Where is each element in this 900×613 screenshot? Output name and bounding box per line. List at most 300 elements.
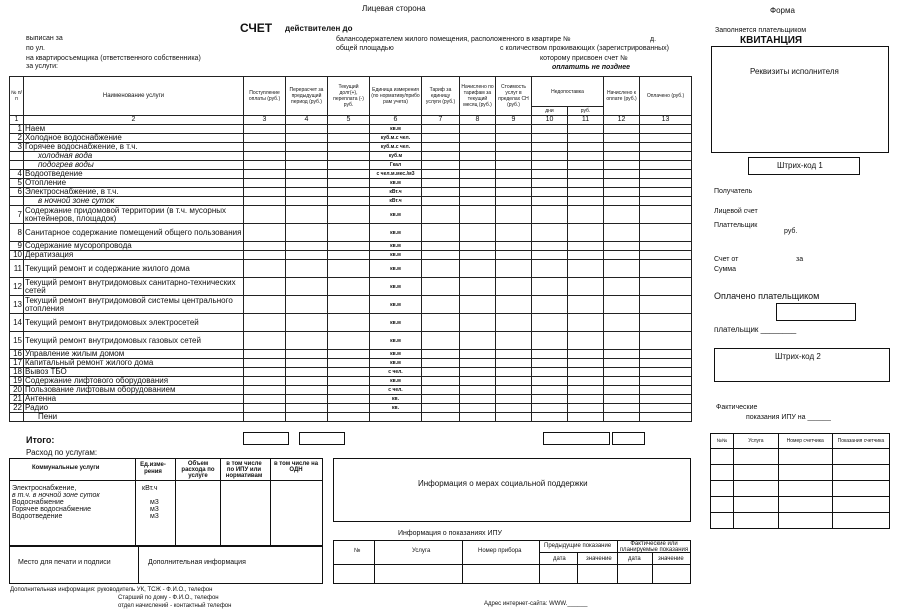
row-cell	[604, 134, 640, 143]
row-unit: кв.м	[370, 251, 422, 260]
row-cell	[328, 242, 370, 251]
row-cell	[328, 224, 370, 242]
row-cell	[604, 404, 640, 413]
row-service-name: Антенна	[24, 395, 244, 404]
for-services: за услуги:	[26, 63, 58, 70]
rub-label: руб.	[784, 228, 798, 235]
row-unit: куб.м.с чел.	[370, 134, 422, 143]
row-cell	[286, 395, 328, 404]
row-cell	[640, 170, 692, 179]
row-cell	[460, 143, 496, 152]
account-assigned: которому присвоен счет №	[540, 55, 628, 62]
receipt-ipu-cell[interactable]	[832, 449, 889, 465]
table-row	[10, 224, 692, 242]
row-service-name: Отопление	[24, 179, 244, 188]
row-cell	[532, 404, 568, 413]
row-unit: кв.м	[370, 332, 422, 350]
col-number: 12	[604, 116, 640, 125]
row-cell	[244, 413, 286, 422]
ipu-col-prev: Предыдущие показание	[544, 543, 612, 549]
row-number: 21	[10, 395, 24, 404]
col-number: 4	[286, 116, 328, 125]
row-cell	[568, 242, 604, 251]
table-row	[10, 314, 692, 332]
row-cell	[422, 242, 460, 251]
table-row	[10, 170, 692, 179]
row-cell	[496, 143, 532, 152]
row-cell	[640, 152, 692, 161]
row-cell	[496, 242, 532, 251]
row-cell	[604, 278, 640, 296]
row-cell	[532, 278, 568, 296]
row-service-name: Радио	[24, 404, 244, 413]
row-unit: с чел.	[370, 368, 422, 377]
row-cell	[640, 314, 692, 332]
row-cell	[532, 170, 568, 179]
row-cell	[286, 278, 328, 296]
row-cell	[286, 206, 328, 224]
row-cell	[460, 278, 496, 296]
row-cell	[422, 368, 460, 377]
ipu-col-service: Услуга	[412, 548, 431, 554]
table-row	[10, 143, 692, 152]
row-cell	[422, 188, 460, 197]
row-cell	[604, 224, 640, 242]
cons-row-electric: Электроснабжение,	[12, 485, 77, 492]
row-cell	[422, 278, 460, 296]
sum-label: Сумма	[714, 266, 736, 273]
col-header-num: № п/п	[10, 77, 24, 116]
row-cell	[328, 413, 370, 422]
table-row	[10, 206, 692, 224]
row-cell	[568, 179, 604, 188]
consumption-table	[9, 458, 323, 546]
row-cell	[328, 332, 370, 350]
table-row	[10, 368, 692, 377]
row-cell	[568, 206, 604, 224]
row-cell	[568, 260, 604, 278]
row-cell	[568, 359, 604, 368]
row-unit: кв.	[370, 395, 422, 404]
table-row	[10, 260, 692, 278]
row-cell	[532, 413, 568, 422]
row-cell	[640, 224, 692, 242]
row-cell	[604, 386, 640, 395]
row-number: 11	[10, 260, 24, 278]
row-cell	[244, 152, 286, 161]
requisites-box	[711, 46, 889, 153]
row-service-name: Горячее водоснабжение, в т.ч.	[24, 143, 244, 152]
row-service-name: подогрев воды	[24, 161, 244, 170]
row-cell	[604, 179, 640, 188]
row-service-name: Водоотведение	[24, 170, 244, 179]
row-service-name: Текущий ремонт и содержание жилого дома	[24, 260, 244, 278]
col-header-charged: Начислено по тарифам за текущий месяц (руб.)	[460, 77, 496, 116]
row-service-name: Пени	[24, 413, 244, 422]
col-header-undersupply: Недопоставка	[532, 77, 604, 107]
row-cell	[328, 179, 370, 188]
row-cell	[496, 368, 532, 377]
row-service-name: Пользование лифтовым оборудованием	[24, 386, 244, 395]
cons-col-odn: в том числе на ОДН	[273, 461, 319, 473]
row-number: 7	[10, 206, 24, 224]
row-cell	[244, 206, 286, 224]
receipt-ipu-cell[interactable]	[734, 497, 779, 513]
row-unit: кв.м	[370, 125, 422, 134]
receipt-ipu-cell[interactable]	[734, 449, 779, 465]
row-cell	[568, 314, 604, 332]
row-number: 8	[10, 224, 24, 242]
table-row	[10, 242, 692, 251]
row-cell	[328, 152, 370, 161]
receipt-ipu-cell[interactable]	[778, 481, 832, 497]
receipt-ipu-cell[interactable]	[832, 513, 889, 529]
receipt-ipu-cell[interactable]	[711, 449, 734, 465]
row-cell	[422, 359, 460, 368]
row-number: 3	[10, 143, 24, 152]
row-cell	[286, 224, 328, 242]
row-unit: с чел.	[370, 386, 422, 395]
row-service-name: Холодное водоснабжение	[24, 134, 244, 143]
footer-line1: Дополнительная информация: руководитель УК, ТСЖ - Ф.И.О., телефон	[10, 587, 213, 593]
row-unit: кВт.ч	[370, 188, 422, 197]
cons-unit-drainage: м3	[150, 513, 159, 520]
row-cell	[244, 224, 286, 242]
cons-unit-electric: кВт.ч	[142, 485, 158, 492]
row-cell	[640, 350, 692, 359]
row-cell	[496, 206, 532, 224]
receipt-ipu-header: №№	[711, 434, 734, 449]
ipu-sub-date1: дата	[553, 556, 566, 562]
actual-label: Фактические	[716, 404, 758, 411]
row-cell	[286, 143, 328, 152]
row-cell	[244, 179, 286, 188]
row-cell	[496, 170, 532, 179]
col-number: 2	[24, 116, 244, 125]
ipu-title: Информация о показаниях ИПУ	[398, 530, 502, 537]
row-service-name: Текущий ремонт внутридомовой системы центрального отопления	[24, 296, 244, 314]
row-service-name: в ночной зоне суток	[24, 197, 244, 206]
row-cell	[496, 188, 532, 197]
row-cell	[532, 206, 568, 224]
receipt-ipu-row	[711, 465, 890, 481]
ipu-col-num: №	[354, 548, 361, 554]
row-cell	[286, 377, 328, 386]
receipt-ipu-cell[interactable]	[711, 513, 734, 529]
row-unit: куб.м.с чел.	[370, 143, 422, 152]
row-service-name: холодная вода	[24, 152, 244, 161]
receipt-ipu-cell[interactable]	[778, 513, 832, 529]
col-header-payments: Поступление оплаты (руб.)	[244, 77, 286, 116]
receipt-ipu-cell[interactable]	[734, 513, 779, 529]
row-cell	[604, 413, 640, 422]
receipt-ipu-cell[interactable]	[711, 465, 734, 481]
row-cell	[244, 368, 286, 377]
row-cell	[568, 188, 604, 197]
row-cell	[496, 386, 532, 395]
row-cell	[286, 134, 328, 143]
col-number: 8	[460, 116, 496, 125]
row-cell	[640, 359, 692, 368]
row-cell	[422, 134, 460, 143]
row-cell	[422, 143, 460, 152]
row-cell	[568, 296, 604, 314]
additional-label: Дополнительная информация	[148, 559, 246, 566]
col-number: 10	[532, 116, 568, 125]
col-header-recalc: Перерасчет за предыдущий период (руб.)	[286, 77, 328, 116]
row-cell	[244, 350, 286, 359]
row-cell	[286, 296, 328, 314]
table-row	[10, 350, 692, 359]
row-cell	[532, 134, 568, 143]
row-cell	[286, 188, 328, 197]
row-cell	[604, 368, 640, 377]
form-label: Форма	[770, 6, 795, 15]
row-cell	[568, 161, 604, 170]
table-row	[10, 386, 692, 395]
row-cell	[422, 395, 460, 404]
row-cell	[496, 377, 532, 386]
row-cell	[604, 377, 640, 386]
row-cell	[460, 377, 496, 386]
row-service-name: Электроснабжение, в т.ч.	[24, 188, 244, 197]
row-cell	[244, 332, 286, 350]
row-cell	[568, 143, 604, 152]
row-cell	[422, 170, 460, 179]
row-cell	[604, 197, 640, 206]
row-cell	[604, 251, 640, 260]
row-cell	[244, 134, 286, 143]
row-cell	[496, 314, 532, 332]
row-cell	[244, 359, 286, 368]
row-cell	[604, 314, 640, 332]
col-header-debt: Текущий долг(+), переплата (-) руб.	[328, 77, 370, 116]
table-row	[10, 413, 692, 422]
row-cell	[496, 161, 532, 170]
row-cell	[568, 170, 604, 179]
row-cell	[640, 179, 692, 188]
cons-row-night: в т.ч. в ночной зоне суток	[12, 492, 100, 499]
row-cell	[532, 188, 568, 197]
row-number: 22	[10, 404, 24, 413]
row-cell	[286, 125, 328, 134]
row-cell	[532, 332, 568, 350]
col-header-service: Наименование услуги	[24, 77, 244, 116]
row-cell	[568, 332, 604, 350]
row-cell	[422, 206, 460, 224]
row-cell	[244, 242, 286, 251]
row-cell	[422, 161, 460, 170]
table-row	[10, 125, 692, 134]
col-header-cost-sn: Стоимость услуг в пределах СН (руб.)	[496, 77, 532, 116]
row-cell	[244, 260, 286, 278]
row-cell	[604, 152, 640, 161]
row-cell	[640, 188, 692, 197]
col-header-paid: Оплачено (руб.)	[640, 77, 692, 116]
row-cell	[286, 404, 328, 413]
consumption-title: Расход по услугам:	[26, 448, 98, 457]
row-cell	[328, 386, 370, 395]
row-cell	[640, 197, 692, 206]
row-cell	[532, 296, 568, 314]
row-number: 2	[10, 134, 24, 143]
receipt-ipu-header: Услуга	[734, 434, 779, 449]
receipt-ipu-cell[interactable]	[778, 449, 832, 465]
receipt-ipu-cell[interactable]	[832, 481, 889, 497]
row-cell	[460, 413, 496, 422]
col-number: 7	[422, 116, 460, 125]
col-number: 1	[10, 116, 24, 125]
receipt-ipu-header: Номер счетчика	[778, 434, 832, 449]
cons-unit-hot-water: м3	[150, 506, 159, 513]
row-cell	[496, 134, 532, 143]
row-cell	[568, 404, 604, 413]
table-row	[10, 377, 692, 386]
receipt-ipu-row	[711, 513, 890, 529]
row-cell	[640, 332, 692, 350]
row-cell	[604, 125, 640, 134]
row-cell	[244, 125, 286, 134]
col-number: 9	[496, 116, 532, 125]
row-cell	[532, 224, 568, 242]
ipu-col-meter: Номер прибора	[478, 548, 522, 554]
requisites-label: Реквизиты исполнителя	[750, 67, 839, 76]
row-cell	[496, 395, 532, 404]
receipt-ipu-cell[interactable]	[832, 497, 889, 513]
paid-box[interactable]	[776, 303, 856, 321]
row-cell	[532, 359, 568, 368]
row-cell	[460, 368, 496, 377]
row-cell	[568, 278, 604, 296]
row-number	[10, 152, 24, 161]
row-cell	[640, 278, 692, 296]
row-cell	[286, 197, 328, 206]
row-cell	[328, 206, 370, 224]
website: Адрес интернет-сайта: WWW.______	[484, 601, 588, 607]
row-number: 9	[10, 242, 24, 251]
row-cell	[568, 368, 604, 377]
col-number: 6	[370, 116, 422, 125]
balance-holder: балансодержателем жилого помещения, расположенного в квартире №	[336, 36, 571, 43]
cons-row-drainage: Водоотведение	[12, 513, 63, 520]
footer-line3: отдел начислений - контактный телефон	[118, 603, 232, 609]
row-cell	[568, 413, 604, 422]
receipt-ipu-cell[interactable]	[778, 497, 832, 513]
col-number: 11	[568, 116, 604, 125]
row-cell	[422, 179, 460, 188]
stamp-box	[9, 546, 323, 584]
row-cell	[604, 350, 640, 359]
row-cell	[460, 359, 496, 368]
row-unit: кв.м	[370, 278, 422, 296]
row-cell	[604, 188, 640, 197]
row-cell	[244, 188, 286, 197]
row-cell	[496, 152, 532, 161]
row-cell	[460, 251, 496, 260]
table-row	[10, 161, 692, 170]
total-box-to-pay	[612, 432, 645, 445]
row-cell	[244, 278, 286, 296]
receipt-ipu-cell[interactable]	[711, 481, 734, 497]
row-cell	[640, 296, 692, 314]
row-cell	[328, 395, 370, 404]
row-cell	[460, 161, 496, 170]
row-cell	[640, 413, 692, 422]
row-cell	[640, 386, 692, 395]
street: по ул.	[26, 45, 46, 52]
row-number: 15	[10, 332, 24, 350]
row-cell	[286, 413, 328, 422]
receipt-ipu-cell[interactable]	[734, 481, 779, 497]
col-number: 13	[640, 116, 692, 125]
row-service-name: Наем	[24, 125, 244, 134]
row-cell	[460, 395, 496, 404]
row-cell	[422, 332, 460, 350]
row-cell	[460, 242, 496, 251]
row-cell	[640, 395, 692, 404]
row-cell	[286, 386, 328, 395]
row-number	[10, 413, 24, 422]
receipt-ipu-cell[interactable]	[778, 465, 832, 481]
for-label: за	[796, 256, 804, 263]
row-cell	[244, 395, 286, 404]
payer-label: плательщик ________	[714, 325, 797, 334]
social-support-box	[333, 458, 691, 522]
receipt-ipu-cell[interactable]	[711, 497, 734, 513]
row-cell	[460, 206, 496, 224]
total-area: общей площадью	[336, 45, 394, 52]
services-table	[9, 76, 692, 422]
row-cell	[604, 395, 640, 404]
pay-by: оплатить не позднее	[552, 64, 631, 71]
row-cell	[568, 350, 604, 359]
row-cell	[244, 404, 286, 413]
row-cell	[532, 377, 568, 386]
row-cell	[460, 224, 496, 242]
row-cell	[604, 359, 640, 368]
row-cell	[328, 377, 370, 386]
ipu-sub-value1: значение	[586, 556, 612, 562]
row-cell	[532, 314, 568, 332]
receipt-ipu-cell[interactable]	[734, 465, 779, 481]
row-cell	[496, 251, 532, 260]
table-row	[10, 332, 692, 350]
row-cell	[532, 368, 568, 377]
row-cell	[244, 386, 286, 395]
row-unit: кв.	[370, 404, 422, 413]
row-unit	[370, 413, 422, 422]
row-cell	[532, 395, 568, 404]
row-cell	[532, 260, 568, 278]
row-service-name: Содержание мусоропровода	[24, 242, 244, 251]
col-number: 3	[244, 116, 286, 125]
row-cell	[422, 377, 460, 386]
row-unit: куб.м	[370, 152, 422, 161]
row-unit: кв.м	[370, 224, 422, 242]
row-cell	[568, 125, 604, 134]
ipu-col-actual: Фактические или планируемые показания	[619, 541, 689, 553]
row-cell	[568, 251, 604, 260]
row-cell	[244, 296, 286, 314]
payment-label: Платтельщик	[714, 222, 758, 229]
paid-label: Оплачено плательщиком	[714, 291, 820, 301]
col-number: 5	[328, 116, 370, 125]
receipt-ipu-cell[interactable]	[832, 465, 889, 481]
stamp-label: Место для печати и подписи	[18, 559, 111, 566]
row-cell	[568, 152, 604, 161]
table-row	[10, 296, 692, 314]
row-cell	[422, 152, 460, 161]
